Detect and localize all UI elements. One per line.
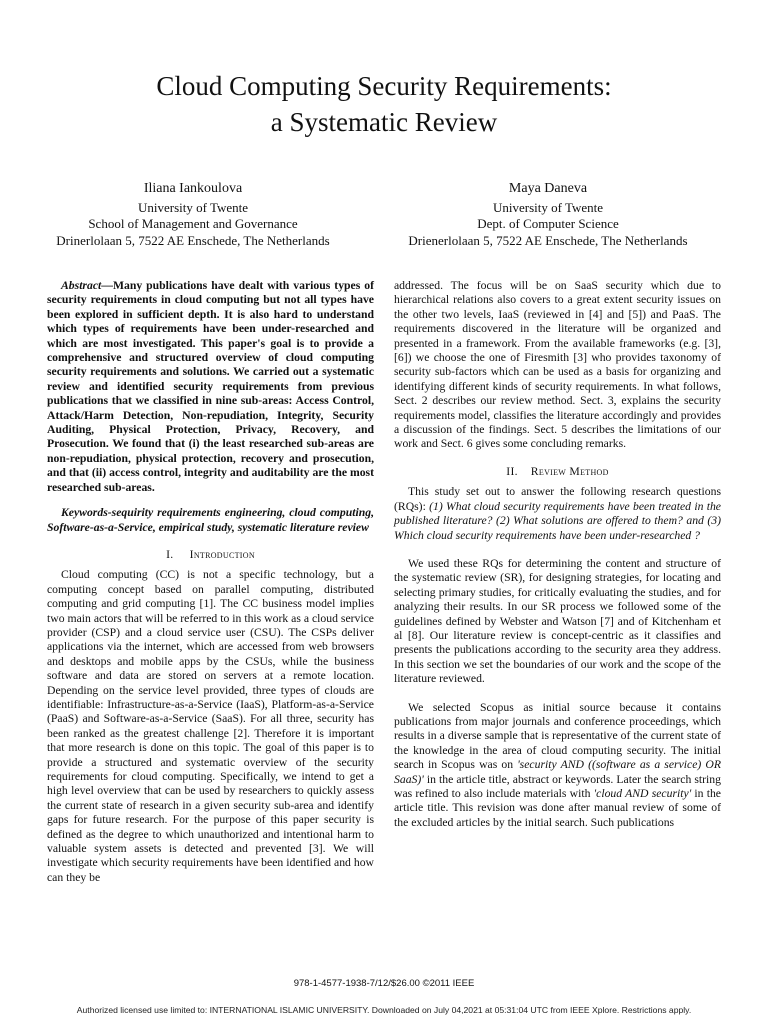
copyright-footer: 978-1-4577-1938-7/12/$26.00 ©2011 IEEE bbox=[293, 978, 475, 989]
left-column bbox=[47, 279, 374, 885]
search-string-1: 'security AND ((software as a service) OR SaaS)' bbox=[394, 758, 721, 786]
text-segment: in the article title. This revision was done after manual review of some of the excluded articles by the initial search. Such publications bbox=[394, 787, 721, 829]
section-number: I. bbox=[166, 547, 174, 561]
author-affiliation: University of Twente bbox=[492, 200, 604, 216]
introduction-continued: addressed. The focus will be on SaaS security which due to hierarchical relations also covers to a great extent security issues on the other two levels, IaaS (reviewed in [4] and [5]) and PaaS. The requirements discovered in the literature will be organized and presented in a framework. From the available frameworks (e.g. [3], [6]) we choose the one of Firesmith [3] who provides taxonomy of security sub-factors which can be used as a basis for organizing and identifying different kinds of security requirements. In what follows, Sect. 2 describes our review method. Sect. 3, explains the security requirements model, classifies the literature accordingly and provides a discussion of the findings. Sect. 5 describes the limitations of our work and Sect. 6 gives some concluding remarks. bbox=[394, 279, 721, 451]
rq-intro: This study set out to answer the following research questions (RQs): bbox=[394, 485, 721, 513]
keywords: Keywords-sequirity requirements engineering, cloud computing, Software-as-a-Service, empirical study, systematic literature review bbox=[47, 506, 374, 534]
paper-title bbox=[0, 68, 768, 140]
section-number: II. bbox=[506, 464, 518, 478]
author-block-2 bbox=[383, 181, 713, 249]
title-line-1: Cloud Computing Security Requirements: bbox=[156, 71, 612, 101]
abstract-text: —Many publications have dealt with various types of security requirements in cloud computing but not all types have been explored in sufficient depth. It is also hard to understand which types of requirements have been under-researched and which are most investigated. This paper's goal is to provide a comprehensive and structured overview of cloud computing security requirements and solutions. We carried out a systematic review and identified security requirements from previous publications that we classified in nine sub-areas: Access Control, Attack/Harm Detection, Non-repudiation, Integrity, Security Auditing, Physical Protection, Privacy, Recovery, and Prosecution. We found that (i) the least researched sub-areas are non-repudiation, physical protection, recovery and prosecution, and that (ii) access control, integrity and auditability are the most researched sub-areas. bbox=[47, 279, 374, 494]
search-string-2: 'cloud AND security' bbox=[593, 787, 692, 800]
rq-list: (1) What cloud security requirements have been treated in the published literature? (2) What solutions are offered to them? and (3) Which cloud security requirements have been under-researched ? bbox=[394, 499, 721, 542]
section-title: Introduction bbox=[189, 547, 255, 561]
review-process-paragraph: We used these RQs for determining the content and structure of the systematic review (SR), for designing strategies, for locating and selecting primary studies, for critically evaluating the studies, and for analyzing their results. In our SR process we followed some of the guidelines defined by Webster and Watson [7] and of Kitchenham et al [8]. Our literature review is concept-centric as it classifies and presents the publications according to the security area they address. In this section we set the boundaries of our work and the scope of the literature reviewed. bbox=[394, 556, 721, 686]
abstract-label: Abstract bbox=[61, 279, 102, 292]
author-department: Dept. of Computer Science bbox=[477, 216, 619, 232]
author-block-1 bbox=[28, 181, 358, 249]
title-line-2: a Systematic Review bbox=[270, 107, 498, 137]
section-title: Review Method bbox=[530, 464, 609, 478]
author-affiliation: University of Twente bbox=[137, 200, 249, 216]
right-column bbox=[394, 279, 721, 830]
text-segment: We selected Scopus as initial source because it contains publications from major journals and conference proceedings, which results in a diverse sample that is representative of the current state of the knowledge in the area of cloud computing security. The initial search in Scopus was on bbox=[394, 700, 721, 772]
introduction-paragraph: Cloud computing (CC) is not a specific technology, but a computing concept based on parallel computing, distributed computing and grid computing [1]. The CC business model implies two main actors that will be referred to in this work as a cloud service provider (CSP) and a cloud service user (CSU). The CSPs deliver applications via the internet, which are accessed from web browsers and desktops and mobile apps by the CSUs, while the business software and data are stored on servers at a remote location. Depending on the service level provided, three types of clouds are identifiable: Infrastructure-as-a-Service (IaaS), Platform-as-a-Service (PaaS) and Software-as-a-Service (SaaS). For all three, security has been ranked as the greatest challenge [2]. Therefore it is important that more research is done on this topic. The goal of this paper is to provide a structured and systematic overview of the security requirements for cloud computing. Specifically, we intend to get a high level overview that can be used by researchers to quickly assess the current state of research in a given security sub-area and identify gaps for future research. For the purpose of this paper security is defined as the degree to which unauthorized and intentional harm to valuable system assets is detected and prevented [3]. We will investigate which security requirements have been identified and how can they be bbox=[47, 568, 374, 884]
research-questions-paragraph bbox=[394, 485, 721, 543]
author-name: Iliana Iankoulova bbox=[143, 181, 243, 196]
author-name: Maya Daneva bbox=[508, 181, 588, 196]
section-heading-introduction bbox=[47, 548, 374, 562]
abstract bbox=[47, 279, 374, 495]
license-notice: Authorized licensed use limited to: INTERNATIONAL ISLAMIC UNIVERSITY. Downloaded on July 04,2021 at 05:31:04 UTC from IEEE Xplore. Restrictions apply. bbox=[76, 1005, 692, 1015]
text-segment: in the article title, abstract or keywords. Later the search string was refined to also include materials with bbox=[394, 772, 721, 800]
author-address: Drinerlolaan 5, 7522 AE Enschede, The Netherlands bbox=[56, 232, 330, 248]
source-selection-paragraph bbox=[394, 701, 721, 831]
author-department: School of Management and Governance bbox=[88, 216, 298, 232]
section-heading-review-method bbox=[394, 465, 721, 479]
author-address: Drienerlolaan 5, 7522 AE Enschede, The Netherlands bbox=[408, 232, 688, 248]
